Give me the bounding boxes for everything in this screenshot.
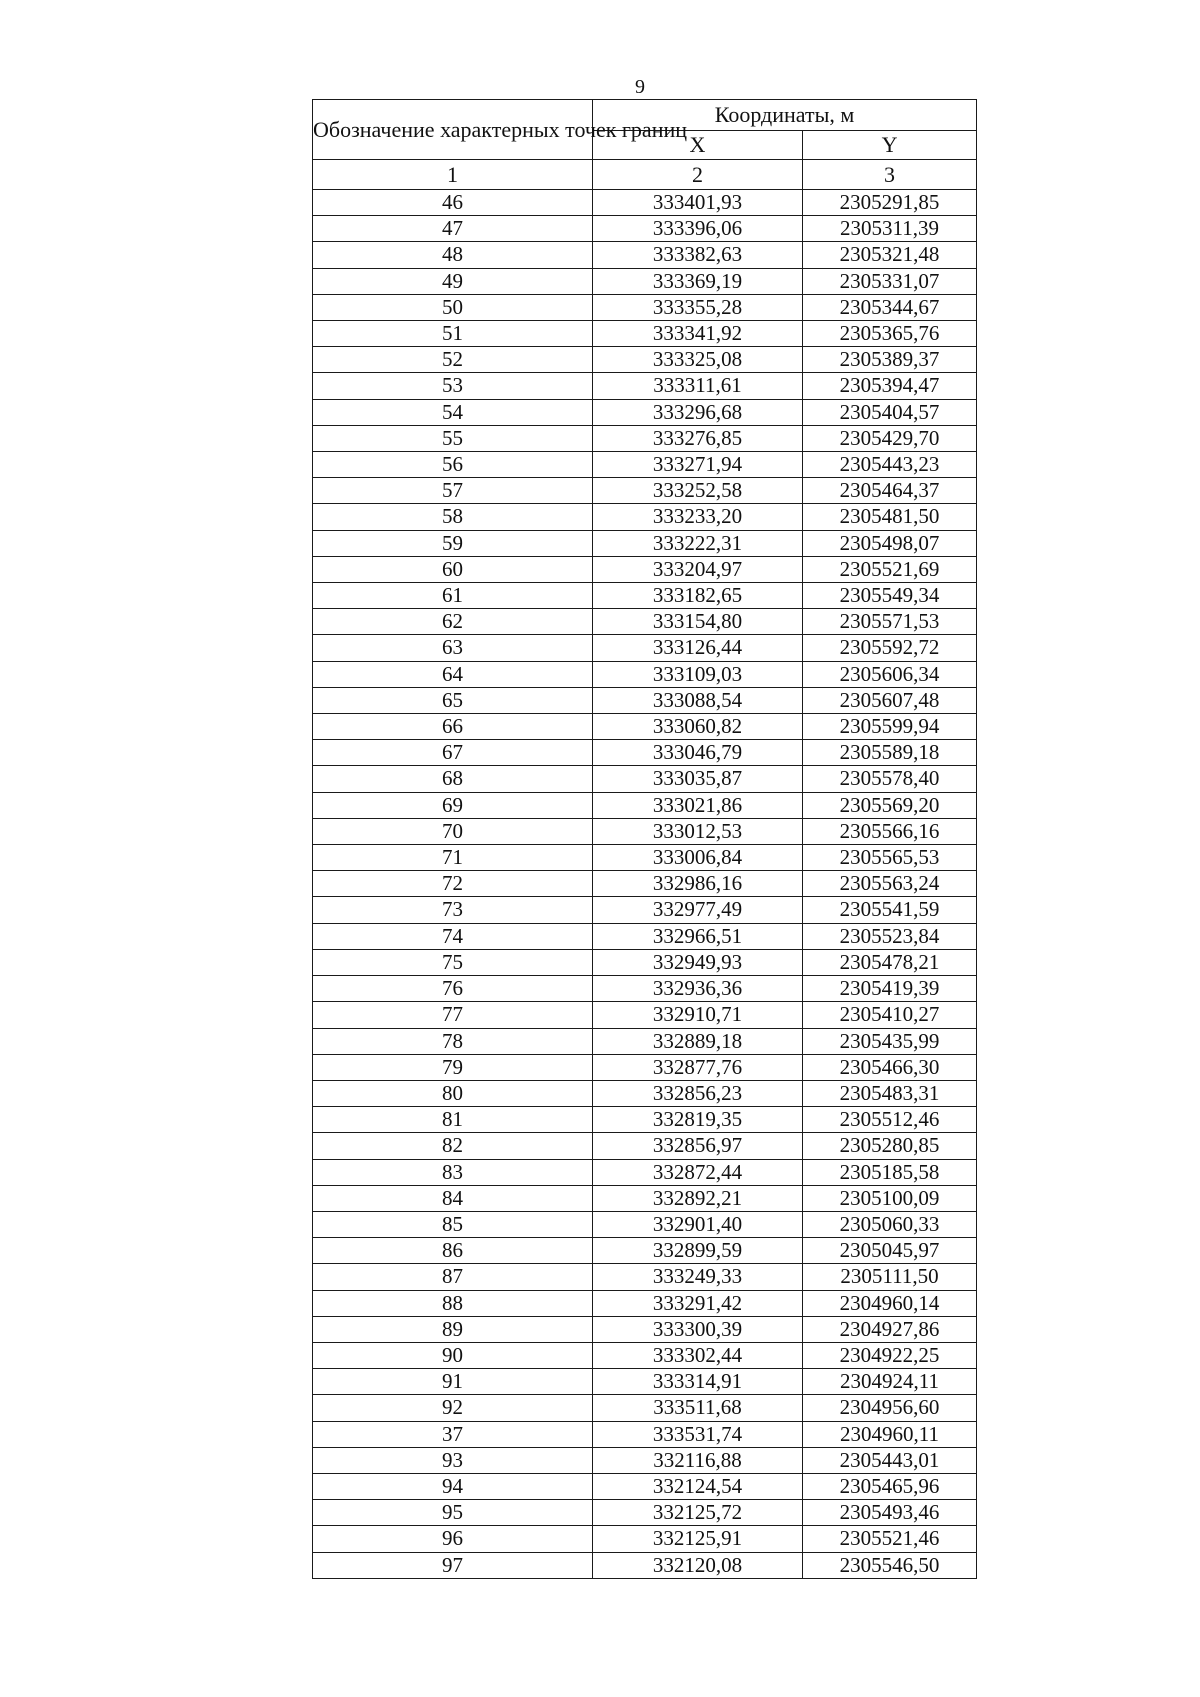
- table-row: [313, 949, 977, 975]
- table-row: [313, 766, 977, 792]
- x-cell: 333204,97: [593, 556, 803, 582]
- y-cell: 2305435,99: [803, 1028, 977, 1054]
- table-row: [313, 1028, 977, 1054]
- table-row: [313, 216, 977, 242]
- table-row: [313, 1421, 977, 1447]
- y-cell: 2305546,50: [803, 1552, 977, 1578]
- point-cell: 97: [313, 1552, 593, 1578]
- table-row: [313, 687, 977, 713]
- point-cell: 79: [313, 1054, 593, 1080]
- y-cell: 2305443,23: [803, 452, 977, 478]
- y-cell: 2305394,47: [803, 373, 977, 399]
- x-cell: 333325,08: [593, 347, 803, 373]
- table-row: [313, 1395, 977, 1421]
- y-cell: 2305465,96: [803, 1473, 977, 1499]
- point-cell: 80: [313, 1080, 593, 1106]
- point-cell: 76: [313, 976, 593, 1002]
- y-cell: 2305566,16: [803, 818, 977, 844]
- y-cell: 2305541,59: [803, 897, 977, 923]
- table-row: [313, 1552, 977, 1578]
- header-coordinates: Координаты, м: [593, 100, 977, 131]
- y-cell: 2305111,50: [803, 1264, 977, 1290]
- y-cell: 2305478,21: [803, 949, 977, 975]
- table-row: [313, 321, 977, 347]
- header-point-designation: Обозначение характерных точек границ: [313, 100, 593, 160]
- point-cell: 68: [313, 766, 593, 792]
- y-cell: 2304924,11: [803, 1369, 977, 1395]
- y-cell: 2305569,20: [803, 792, 977, 818]
- x-cell: 333311,61: [593, 373, 803, 399]
- point-cell: 50: [313, 294, 593, 320]
- point-cell: 52: [313, 347, 593, 373]
- table-row: [313, 294, 977, 320]
- table-row: [313, 425, 977, 451]
- x-cell: 332966,51: [593, 923, 803, 949]
- point-cell: 66: [313, 714, 593, 740]
- y-cell: 2305365,76: [803, 321, 977, 347]
- x-cell: 333222,31: [593, 530, 803, 556]
- table-row: [313, 792, 977, 818]
- x-cell: 333249,33: [593, 1264, 803, 1290]
- point-cell: 78: [313, 1028, 593, 1054]
- point-cell: 64: [313, 661, 593, 687]
- y-cell: 2305578,40: [803, 766, 977, 792]
- point-cell: 92: [313, 1395, 593, 1421]
- x-cell: 333355,28: [593, 294, 803, 320]
- table-row: [313, 1290, 977, 1316]
- table-row: [313, 1473, 977, 1499]
- x-cell: 332889,18: [593, 1028, 803, 1054]
- y-cell: 2305599,94: [803, 714, 977, 740]
- x-cell: 333035,87: [593, 766, 803, 792]
- point-cell: 67: [313, 740, 593, 766]
- x-cell: 332116,88: [593, 1447, 803, 1473]
- point-cell: 60: [313, 556, 593, 582]
- x-cell: 333021,86: [593, 792, 803, 818]
- table-row: [313, 871, 977, 897]
- x-cell: 333341,92: [593, 321, 803, 347]
- y-cell: 2305060,33: [803, 1211, 977, 1237]
- table-row: [313, 1369, 977, 1395]
- y-cell: 2305185,58: [803, 1159, 977, 1185]
- point-cell: 77: [313, 1002, 593, 1028]
- y-cell: 2305512,46: [803, 1107, 977, 1133]
- x-cell: 333182,65: [593, 583, 803, 609]
- column-number-1: 1: [313, 160, 593, 190]
- y-cell: 2305565,53: [803, 845, 977, 871]
- point-cell: 88: [313, 1290, 593, 1316]
- point-cell: 46: [313, 190, 593, 216]
- x-cell: 333252,58: [593, 478, 803, 504]
- point-cell: 56: [313, 452, 593, 478]
- y-cell: 2305389,37: [803, 347, 977, 373]
- y-cell: 2305344,67: [803, 294, 977, 320]
- table-row: [313, 556, 977, 582]
- table-row: [313, 609, 977, 635]
- point-cell: 95: [313, 1500, 593, 1526]
- table-row: [313, 845, 977, 871]
- point-cell: 69: [313, 792, 593, 818]
- point-cell: 47: [313, 216, 593, 242]
- y-cell: 2305521,46: [803, 1526, 977, 1552]
- coordinates-table: [312, 99, 977, 1579]
- table-row: [313, 635, 977, 661]
- y-cell: 2305606,34: [803, 661, 977, 687]
- table-row: [313, 190, 977, 216]
- y-cell: 2304960,11: [803, 1421, 977, 1447]
- point-cell: 85: [313, 1211, 593, 1237]
- x-cell: 333154,80: [593, 609, 803, 635]
- table-row: [313, 976, 977, 1002]
- table-row: [313, 1054, 977, 1080]
- y-cell: 2305549,34: [803, 583, 977, 609]
- table-row: [313, 661, 977, 687]
- x-cell: 333401,93: [593, 190, 803, 216]
- x-cell: 333382,63: [593, 242, 803, 268]
- x-cell: 333060,82: [593, 714, 803, 740]
- point-cell: 72: [313, 871, 593, 897]
- point-cell: 62: [313, 609, 593, 635]
- point-cell: 75: [313, 949, 593, 975]
- point-cell: 61: [313, 583, 593, 609]
- y-cell: 2305045,97: [803, 1238, 977, 1264]
- table-row: [313, 1447, 977, 1473]
- table-row: [313, 923, 977, 949]
- y-cell: 2304956,60: [803, 1395, 977, 1421]
- point-cell: 71: [313, 845, 593, 871]
- table-body: [313, 190, 977, 1579]
- point-cell: 89: [313, 1316, 593, 1342]
- x-cell: 333314,91: [593, 1369, 803, 1395]
- table-row: [313, 740, 977, 766]
- y-cell: 2305483,31: [803, 1080, 977, 1106]
- point-cell: 37: [313, 1421, 593, 1447]
- table-row: [313, 1159, 977, 1185]
- y-cell: 2305100,09: [803, 1185, 977, 1211]
- x-cell: 332899,59: [593, 1238, 803, 1264]
- x-cell: 333233,20: [593, 504, 803, 530]
- point-cell: 81: [313, 1107, 593, 1133]
- point-cell: 73: [313, 897, 593, 923]
- x-cell: 332892,21: [593, 1185, 803, 1211]
- y-cell: 2305311,39: [803, 216, 977, 242]
- y-cell: 2305481,50: [803, 504, 977, 530]
- table-row: [313, 1211, 977, 1237]
- point-cell: 84: [313, 1185, 593, 1211]
- point-cell: 49: [313, 268, 593, 294]
- x-cell: 332877,76: [593, 1054, 803, 1080]
- x-cell: 332819,35: [593, 1107, 803, 1133]
- point-cell: 65: [313, 687, 593, 713]
- table-row: [313, 373, 977, 399]
- y-cell: 2305443,01: [803, 1447, 977, 1473]
- x-cell: 333396,06: [593, 216, 803, 242]
- table-row: [313, 530, 977, 556]
- y-cell: 2305592,72: [803, 635, 977, 661]
- x-cell: 333531,74: [593, 1421, 803, 1447]
- x-cell: 332125,91: [593, 1526, 803, 1552]
- point-cell: 53: [313, 373, 593, 399]
- point-cell: 63: [313, 635, 593, 661]
- x-cell: 333109,03: [593, 661, 803, 687]
- table-row: [313, 347, 977, 373]
- table-row: [313, 818, 977, 844]
- table-row: [313, 1185, 977, 1211]
- header-x: X: [593, 131, 803, 160]
- table-row: [313, 1316, 977, 1342]
- table-row: [313, 1264, 977, 1290]
- x-cell: 333126,44: [593, 635, 803, 661]
- y-cell: 2305410,27: [803, 1002, 977, 1028]
- x-cell: 332901,40: [593, 1211, 803, 1237]
- point-cell: 91: [313, 1369, 593, 1395]
- table-row: [313, 1500, 977, 1526]
- x-cell: 332125,72: [593, 1500, 803, 1526]
- x-cell: 333271,94: [593, 452, 803, 478]
- point-cell: 94: [313, 1473, 593, 1499]
- x-cell: 333046,79: [593, 740, 803, 766]
- y-cell: 2305464,37: [803, 478, 977, 504]
- x-cell: 332986,16: [593, 871, 803, 897]
- y-cell: 2305521,69: [803, 556, 977, 582]
- y-cell: 2305321,48: [803, 242, 977, 268]
- y-cell: 2304960,14: [803, 1290, 977, 1316]
- point-cell: 86: [313, 1238, 593, 1264]
- x-cell: 333296,68: [593, 399, 803, 425]
- table-row: [313, 452, 977, 478]
- point-cell: 83: [313, 1159, 593, 1185]
- x-cell: 332910,71: [593, 1002, 803, 1028]
- table-row: [313, 478, 977, 504]
- point-cell: 51: [313, 321, 593, 347]
- point-cell: 82: [313, 1133, 593, 1159]
- x-cell: 333369,19: [593, 268, 803, 294]
- table-row: [313, 1238, 977, 1264]
- x-cell: 332120,08: [593, 1552, 803, 1578]
- point-cell: 70: [313, 818, 593, 844]
- table-row: [313, 897, 977, 923]
- point-cell: 59: [313, 530, 593, 556]
- y-cell: 2305523,84: [803, 923, 977, 949]
- x-cell: 332949,93: [593, 949, 803, 975]
- table-row: [313, 1107, 977, 1133]
- table-row: [313, 714, 977, 740]
- x-cell: 332856,23: [593, 1080, 803, 1106]
- x-cell: 332856,97: [593, 1133, 803, 1159]
- x-cell: 333511,68: [593, 1395, 803, 1421]
- y-cell: 2305291,85: [803, 190, 977, 216]
- x-cell: 333088,54: [593, 687, 803, 713]
- y-cell: 2304922,25: [803, 1342, 977, 1368]
- header-y: Y: [803, 131, 977, 160]
- y-cell: 2305419,39: [803, 976, 977, 1002]
- y-cell: 2305607,48: [803, 687, 977, 713]
- x-cell: 332124,54: [593, 1473, 803, 1499]
- y-cell: 2305589,18: [803, 740, 977, 766]
- point-cell: 90: [313, 1342, 593, 1368]
- point-cell: 48: [313, 242, 593, 268]
- table-row: [313, 268, 977, 294]
- table-row: [313, 504, 977, 530]
- x-cell: 333276,85: [593, 425, 803, 451]
- page-number: 9: [635, 76, 645, 98]
- table-row: [313, 583, 977, 609]
- table-row: [313, 1002, 977, 1028]
- x-cell: 332977,49: [593, 897, 803, 923]
- x-cell: 333302,44: [593, 1342, 803, 1368]
- y-cell: 2305429,70: [803, 425, 977, 451]
- point-cell: 87: [313, 1264, 593, 1290]
- column-number-3: 3: [803, 160, 977, 190]
- x-cell: 333012,53: [593, 818, 803, 844]
- x-cell: 333300,39: [593, 1316, 803, 1342]
- x-cell: 332872,44: [593, 1159, 803, 1185]
- point-cell: 58: [313, 504, 593, 530]
- y-cell: 2305466,30: [803, 1054, 977, 1080]
- y-cell: 2304927,86: [803, 1316, 977, 1342]
- y-cell: 2305331,07: [803, 268, 977, 294]
- point-cell: 96: [313, 1526, 593, 1552]
- point-cell: 55: [313, 425, 593, 451]
- y-cell: 2305571,53: [803, 609, 977, 635]
- y-cell: 2305493,46: [803, 1500, 977, 1526]
- point-cell: 74: [313, 923, 593, 949]
- table-row: [313, 399, 977, 425]
- point-cell: 54: [313, 399, 593, 425]
- y-cell: 2305404,57: [803, 399, 977, 425]
- table-row: [313, 1526, 977, 1552]
- x-cell: 333006,84: [593, 845, 803, 871]
- x-cell: 333291,42: [593, 1290, 803, 1316]
- table-row: [313, 1080, 977, 1106]
- table-row: [313, 1342, 977, 1368]
- point-cell: 93: [313, 1447, 593, 1473]
- table-row: [313, 1133, 977, 1159]
- y-cell: 2305498,07: [803, 530, 977, 556]
- column-number-2: 2: [593, 160, 803, 190]
- y-cell: 2305280,85: [803, 1133, 977, 1159]
- y-cell: 2305563,24: [803, 871, 977, 897]
- point-cell: 57: [313, 478, 593, 504]
- x-cell: 332936,36: [593, 976, 803, 1002]
- table-row: [313, 242, 977, 268]
